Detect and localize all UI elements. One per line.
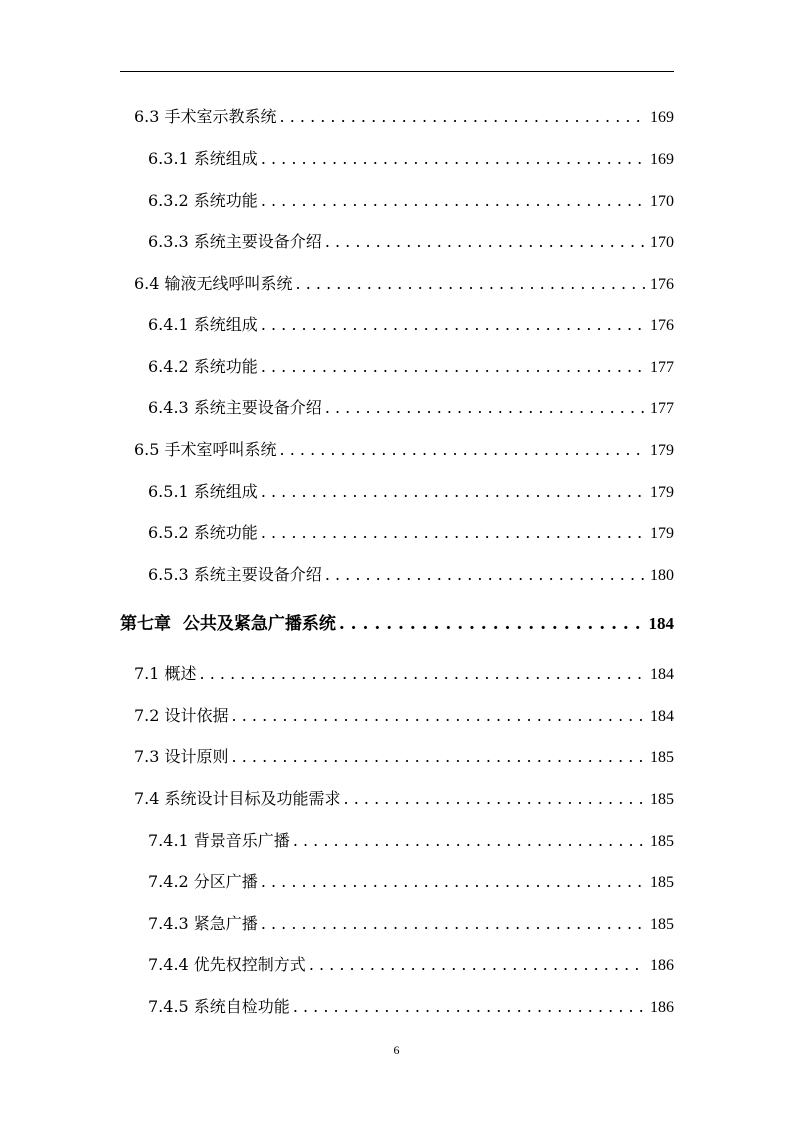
toc-entry-page: 170 [650,234,674,251]
toc-dot-leader [344,789,646,809]
toc-entry[interactable] [134,747,674,768]
toc-entry-page: 184 [650,666,674,683]
toc-dot-leader [325,565,646,585]
toc-entry-title: 7.4.1 背景音乐广播 [148,831,290,850]
toc-entry-title: 6.5.2 系统功能 [148,523,258,542]
toc-entry[interactable] [148,315,674,336]
toc-dot-leader [232,747,646,767]
toc-entry-page: 184 [648,614,674,633]
toc-entry-title: 6.4.2 系统功能 [148,357,258,376]
toc-entry-title: 6.5.3 系统主要设备介绍 [148,565,322,584]
toc-entry-page: 169 [650,151,674,168]
toc-entry-title: 7.4 系统设计目标及功能需求 [134,789,341,808]
toc-entry[interactable] [134,664,674,685]
toc-entry-title: 7.4.4 优先权控制方式 [148,955,306,974]
toc-dot-leader [200,664,646,684]
toc-entry-page: 180 [650,567,674,584]
toc-entry-page: 176 [650,276,674,293]
toc-entry-title: 6.4 输液无线呼叫系统 [134,274,293,293]
toc-entry[interactable] [134,274,674,295]
toc-entry[interactable] [134,440,674,461]
toc-entry[interactable] [148,997,674,1018]
toc-entry-title: 7.4.3 紧急广播 [148,914,258,933]
toc-dot-leader [293,997,646,1017]
toc-entry[interactable] [148,191,674,212]
toc-entry-page: 185 [650,874,674,891]
toc-entry[interactable] [148,232,674,253]
toc-entry-title: 第七章 公共及紧急广播系统 [120,614,336,634]
toc-entry-page: 185 [650,833,674,850]
toc-entry-page: 185 [650,916,674,933]
toc-dot-leader [261,523,646,543]
toc-entry-page: 185 [650,791,674,808]
toc-dot-leader [280,440,646,460]
toc-dot-leader [280,107,646,127]
toc-entry-title: 6.4.3 系统主要设备介绍 [148,398,322,417]
toc-entry[interactable] [148,482,674,503]
toc-dot-leader [232,706,646,726]
toc-entry-page: 186 [650,957,674,974]
toc-dot-leader [296,274,646,294]
toc-entry[interactable] [134,789,674,810]
toc-dot-leader [339,614,645,634]
toc-entry-title: 7.1 概述 [134,664,197,683]
toc-entry[interactable] [148,872,674,893]
toc-entry-title: 7.3 设计原则 [134,747,229,766]
toc-chapter-entry[interactable] [120,614,674,634]
toc-entry-title: 7.2 设计依据 [134,706,229,725]
toc-entry-page: 176 [650,317,674,334]
toc-dot-leader [261,149,646,169]
toc-dot-leader [261,482,646,502]
toc-dot-leader [325,398,646,418]
toc-entry[interactable] [148,565,674,586]
toc-entry-title: 6.3.3 系统主要设备介绍 [148,232,322,251]
toc-entry-page: 184 [650,708,674,725]
toc-entry[interactable] [134,706,674,727]
toc-dot-leader [261,191,646,211]
toc-dot-leader [325,232,646,252]
toc-dot-leader [261,357,646,377]
toc-entry-page: 186 [650,999,674,1016]
toc-dot-leader [261,872,646,892]
toc-entry-title: 6.3.2 系统功能 [148,191,258,210]
toc-entry[interactable] [148,523,674,544]
toc-entry-title: 7.4.5 系统自检功能 [148,997,290,1016]
toc-entry-page: 169 [650,109,674,126]
toc-entry-page: 177 [650,400,674,417]
toc-entry-title: 6.3 手术室示教系统 [134,107,277,126]
toc-dot-leader [261,315,646,335]
toc-entry-title: 6.4.1 系统组成 [148,315,258,334]
toc-dot-leader [293,831,646,851]
page-number: 6 [393,1043,400,1057]
toc-dot-leader [261,914,646,934]
toc-dot-leader [309,955,646,975]
toc-entry[interactable] [148,357,674,378]
toc-entry-page: 177 [650,359,674,376]
toc-entry-title: 6.3.1 系统组成 [148,149,258,168]
toc-entry[interactable] [148,398,674,419]
toc-entry-page: 179 [650,442,674,459]
toc-entry-page: 185 [650,749,674,766]
toc-entry[interactable] [134,107,674,128]
toc-entry-title: 6.5 手术室呼叫系统 [134,440,277,459]
toc-entry-page: 170 [650,193,674,210]
toc-entry[interactable] [148,149,674,170]
toc-entry[interactable] [148,955,674,976]
toc-entry-title: 6.5.1 系统组成 [148,482,258,501]
toc-entry[interactable] [148,831,674,852]
toc-entry-title: 7.4.2 分区广播 [148,872,258,891]
toc-entry-page: 179 [650,484,674,501]
toc-entry[interactable] [148,914,674,935]
toc-entry-page: 179 [650,525,674,542]
